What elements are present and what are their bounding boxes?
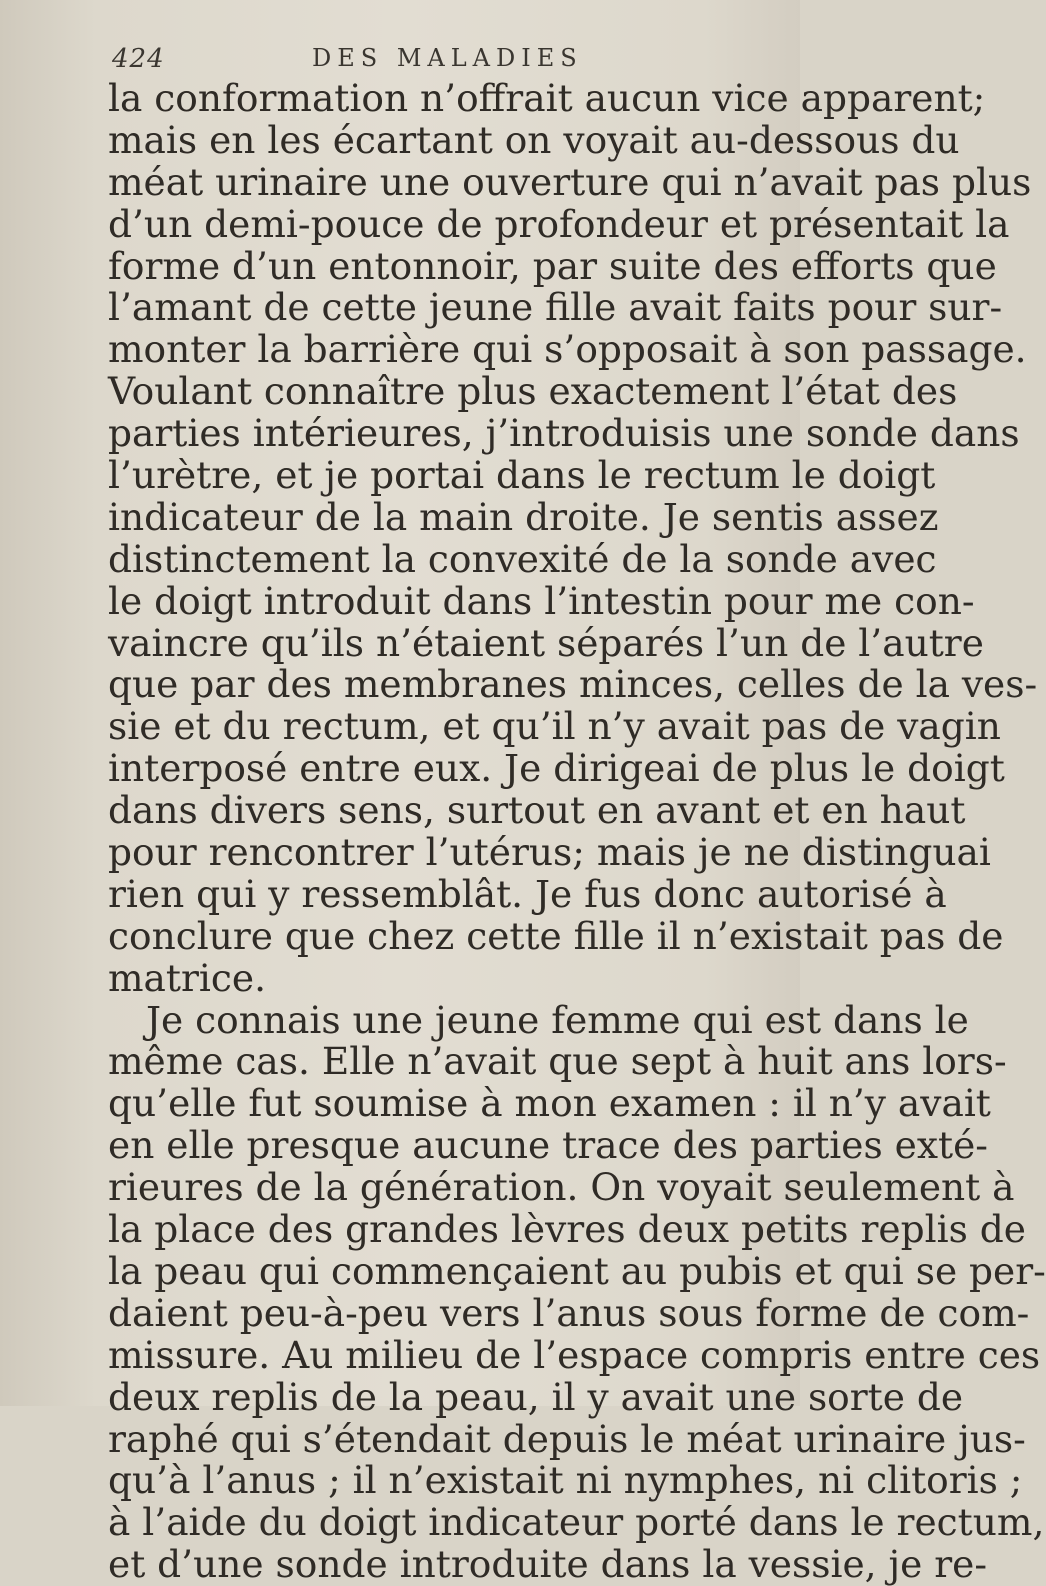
- page-number: 424: [112, 44, 165, 74]
- text-line: deux replis de la peau, il y avait une sorte de: [108, 1374, 964, 1419]
- text-line: daient peu-à-peu vers l’anus sous forme de com-: [108, 1290, 1030, 1335]
- text-line: vaincre qu’ils n’étaient séparés l’un de l’autre: [108, 620, 984, 665]
- text-line: rieures de la génération. On voyait seulement à: [108, 1165, 1015, 1210]
- text-line: méat urinaire une ouverture qui n’avait pas plus: [108, 159, 1032, 204]
- text-line: conclure que chez cette fille il n’existait pas de: [108, 913, 1004, 958]
- text-line: rien qui y ressemblât. Je fus donc autorisé à: [108, 871, 947, 916]
- text-line: distinctement la convexité de la sonde avec: [108, 536, 937, 581]
- text-line: dans divers sens, surtout en avant et en haut: [108, 788, 966, 833]
- text-line: Je connais une jeune femme qui est dans le: [146, 997, 969, 1042]
- text-line: la peau qui commençaient au pubis et qui se per-: [108, 1248, 1046, 1293]
- text-line: interposé entre eux. Je dirigeai de plus le doigt: [108, 746, 1005, 791]
- text-line: parties intérieures, j’introduisis une sonde dans: [108, 411, 1020, 456]
- text-line: pour rencontrer l’utérus; mais je ne distinguai: [108, 830, 991, 875]
- text-line: l’urètre, et je portai dans le rectum le doigt: [108, 453, 936, 498]
- text-line: matrice.: [108, 955, 267, 1000]
- text-line: qu’elle fut soumise à mon examen : il n’y avait: [108, 1081, 991, 1126]
- text-line: et d’une sonde introduite dans la vessie, je re-: [108, 1542, 988, 1586]
- paragraph: [108, 997, 1046, 1586]
- text-line: Voulant connaître plus exactement l’état des: [108, 369, 958, 414]
- body-text: [108, 76, 1046, 1586]
- text-line: en elle presque aucune trace des parties exté-: [108, 1123, 988, 1168]
- paragraph: [108, 76, 1038, 1000]
- text-line: mais en les écartant on voyait au-dessous du: [108, 117, 960, 162]
- text-line: indicateur de la main droite. Je sentis assez: [108, 494, 939, 539]
- running-title: DES MALADIES: [312, 44, 583, 72]
- text-line: raphé qui s’étendait depuis le méat urinaire jus-: [108, 1416, 1026, 1461]
- text-line: l’amant de cette jeune fille avait faits pour sur-: [108, 285, 1003, 330]
- text-line: la conformation n’offrait aucun vice apparent;: [108, 76, 986, 120]
- text-line: missure. Au milieu de l’espace compris entre ces: [108, 1332, 1041, 1377]
- text-line: monter la barrière qui s’opposait à son passage.: [108, 327, 1027, 372]
- text-line: sie et du rectum, et qu’il n’y avait pas de vagin: [108, 704, 1001, 749]
- text-line: même cas. Elle n’avait que sept à huit ans lors-: [108, 1039, 1007, 1084]
- text-line: la place des grandes lèvres deux petits replis de: [108, 1207, 1026, 1252]
- text-line: d’un demi-pouce de profondeur et présentait la: [108, 201, 1010, 246]
- text-line: qu’à l’anus ; il n’existait ni nymphes, ni clitoris ;: [108, 1458, 1023, 1503]
- text-line: à l’aide du doigt indicateur porté dans le rectum,: [108, 1500, 1045, 1545]
- text-line: que par des membranes minces, celles de la ves-: [108, 662, 1038, 707]
- text-line: le doigt introduit dans l’intestin pour me con-: [108, 578, 975, 623]
- text-line: forme d’un entonnoir, par suite des efforts que: [108, 243, 997, 288]
- running-head: [112, 44, 792, 80]
